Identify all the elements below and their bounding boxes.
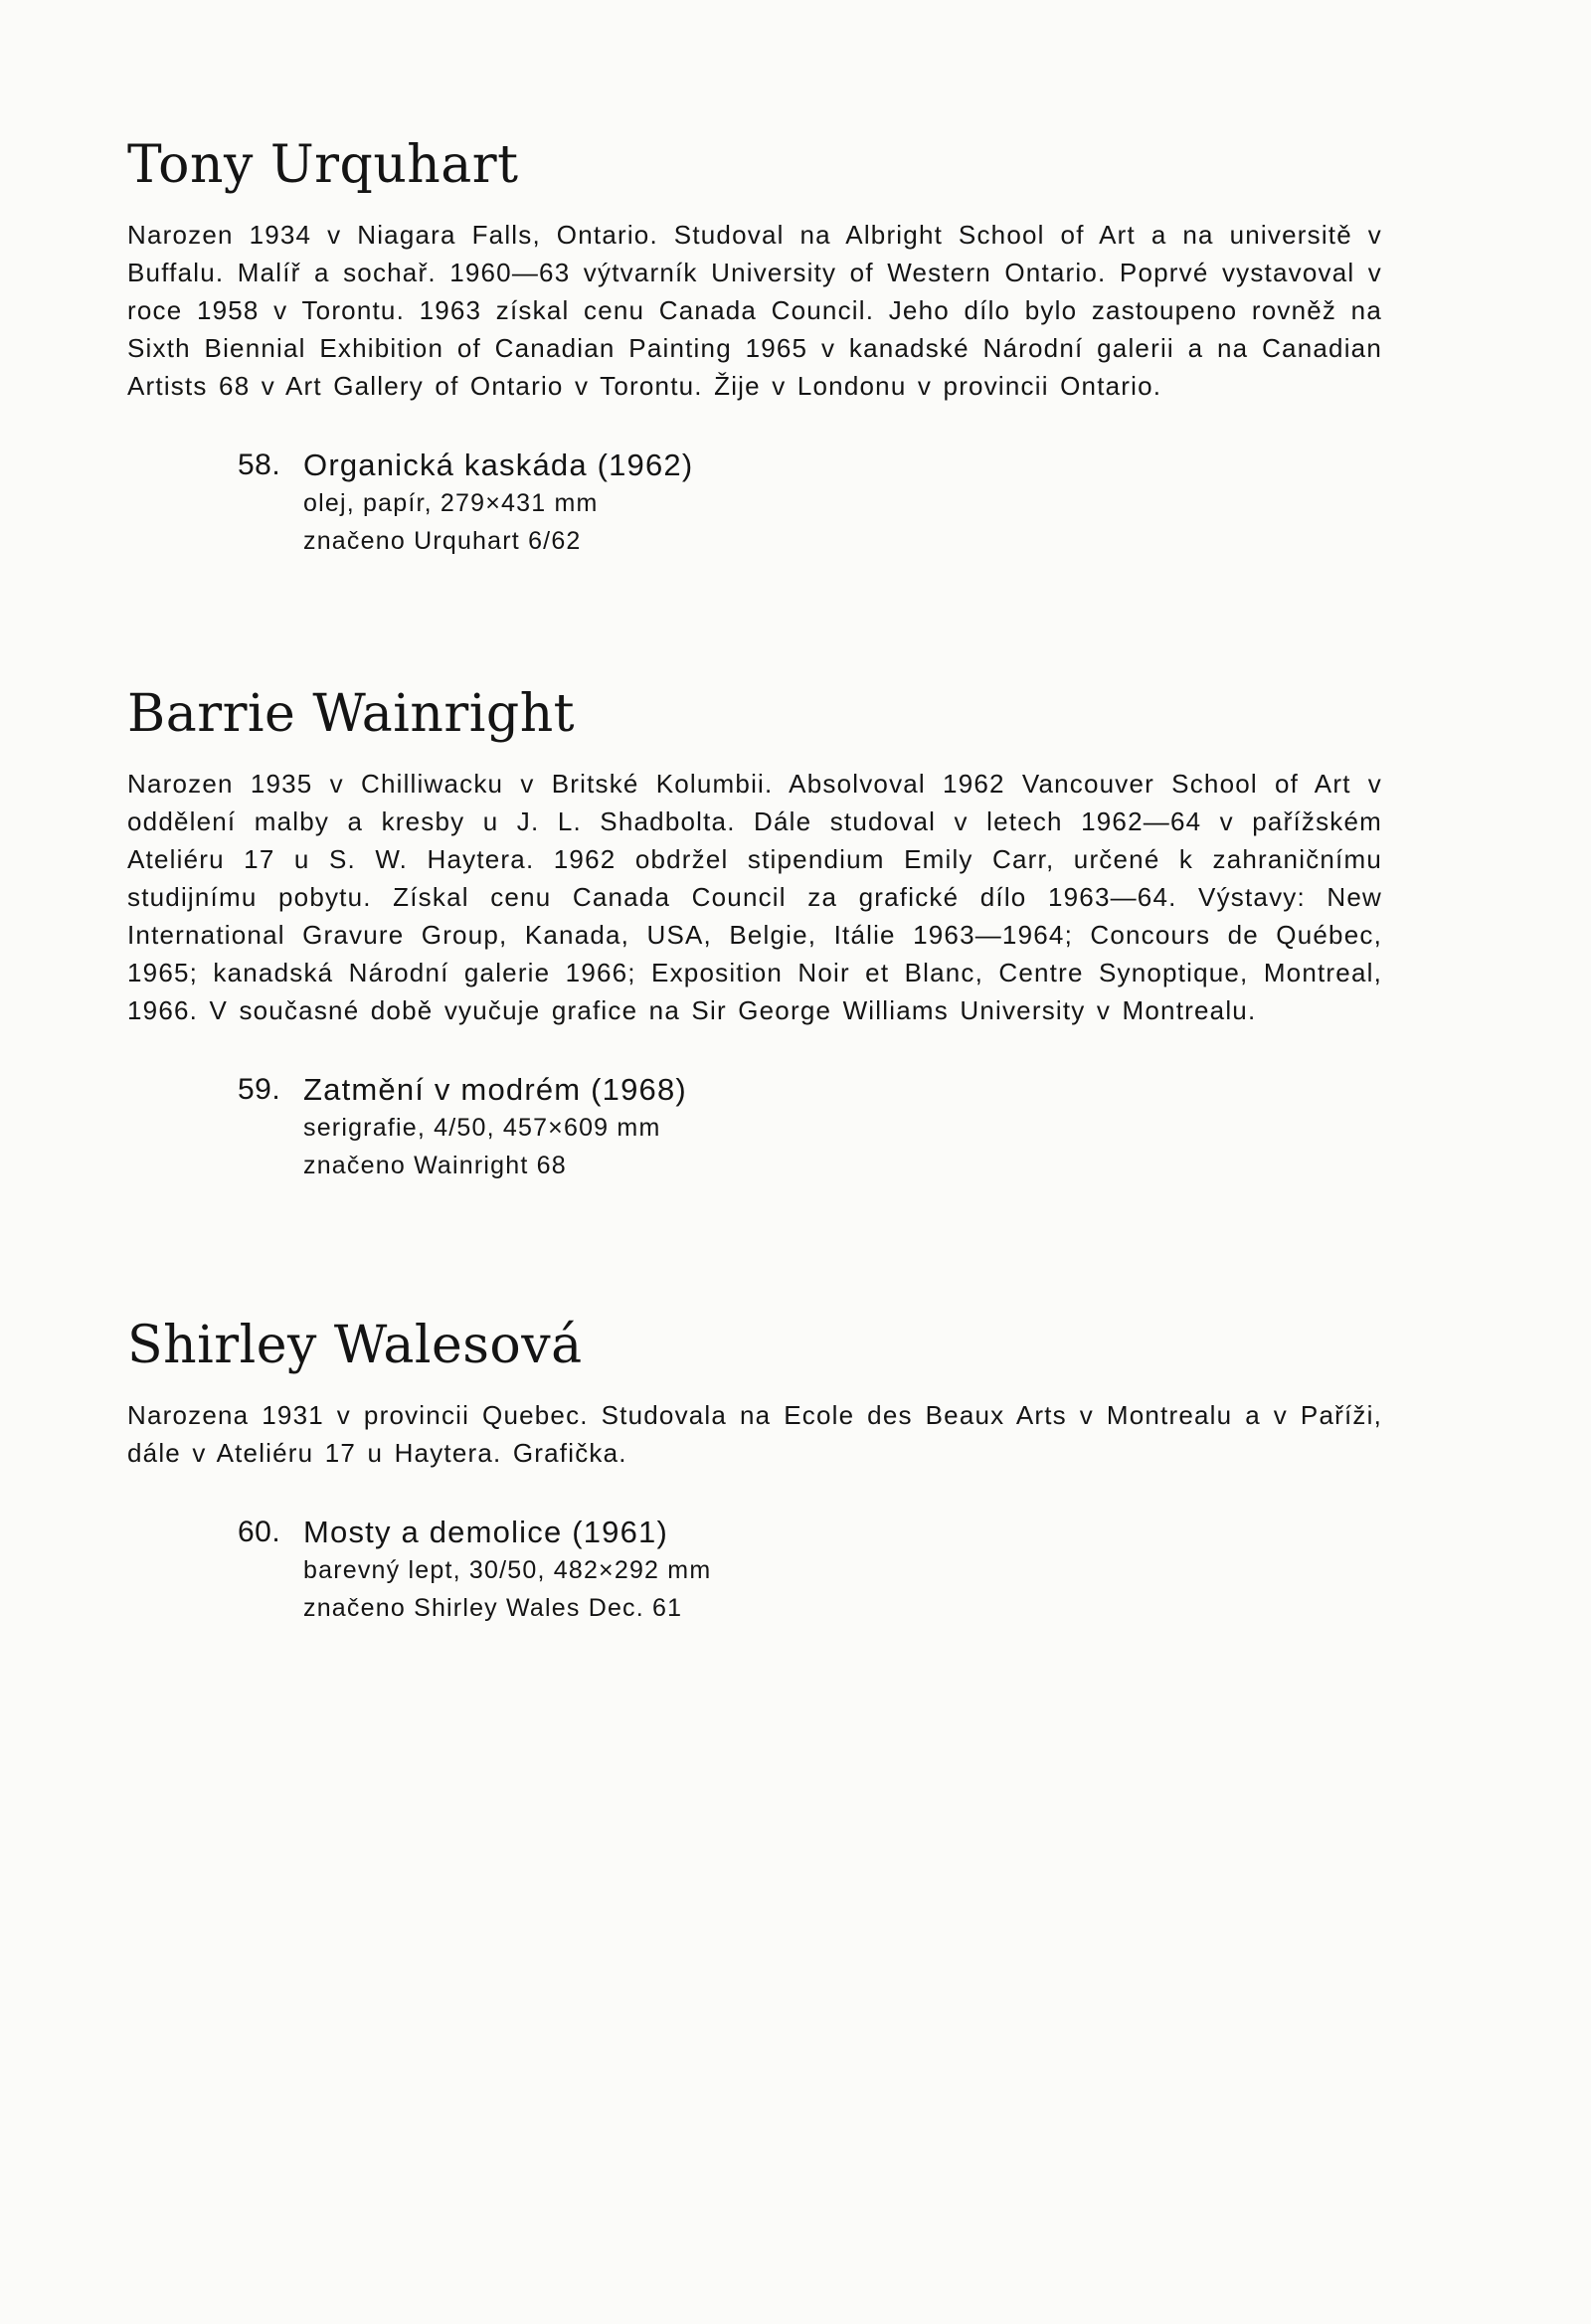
artwork-signature: značeno Shirley Wales Dec. 61 xyxy=(303,1594,683,1623)
artist-name: Barrie Wainright xyxy=(127,684,576,744)
artwork-number: 60. xyxy=(238,1516,281,1549)
artwork-number: 59. xyxy=(238,1073,281,1107)
artwork-medium: olej, papír, 279×431 mm xyxy=(303,489,599,518)
artist-section-walesova xyxy=(127,1318,1382,1627)
artist-section-wainright xyxy=(127,686,1382,1184)
artist-bio: Narozen 1935 v Chilliwacku v Britské Kolumbii. Absolvoval 1962 Vancouver School of Art v oddělení malby a kresby u J. L. Shadbolta. Dále studoval v letech 1962—64 v pařížském Ateliéru 17 u S. W. Haytera. 1962 obdržel stipendium Emily Carr, určené k zahraničnímu studijnímu pobytu. Získal cenu Canada Council za grafické dílo 1963—64. Výstavy: New International Gravure Group, Kanada, USA, Belgie, Itálie 1963—1964; Concours de Québec, 1965; kanadská Národní galerie 1966; Exposition Noir et Blanc, Centre Synoptique, Montreal, 1966. V současné době vyučuje grafice na Sir George Williams University v Montrealu. xyxy=(127,769,1382,1026)
artwork-entry xyxy=(238,1514,1382,1627)
artwork-title: Organická kaskáda (1962) xyxy=(303,447,694,483)
artist-section-urquhart xyxy=(127,137,1382,560)
artwork-medium: barevný lept, 30/50, 482×292 mm xyxy=(303,1556,712,1585)
artwork-signature: značeno Wainright 68 xyxy=(303,1152,567,1180)
artwork-entry xyxy=(238,1071,1382,1184)
artist-name: Shirley Walesová xyxy=(127,1316,583,1375)
artist-name: Tony Urquhart xyxy=(127,135,519,195)
artwork-number: 58. xyxy=(238,448,281,482)
artwork-title: Zatmění v modrém (1968) xyxy=(303,1072,687,1108)
artwork-entry xyxy=(238,447,1382,560)
artist-bio: Narozen 1934 v Niagara Falls, Ontario. Studoval na Albright School of Art a na universitě v Buffalu. Malíř a sochař. 1960—63 výtvarník University of Western Ontario. Poprvé vystavoval v roce 1958 v Torontu. 1963 získal cenu Canada Council. Jeho dílo bylo zastoupeno rovněž na Sixth Biennial Exhibition of Canadian Painting 1965 v kanadské Národní galerii a na Canadian Artists 68 v Art Gallery of Ontario v Torontu. Žije v Londonu v provincii Ontario. xyxy=(127,220,1382,402)
artist-bio: Narozena 1931 v provincii Quebec. Studovala na Ecole des Beaux Arts v Montrealu a v Paříži, dále v Ateliéru 17 u Haytera. Grafička. xyxy=(127,1400,1382,1469)
artwork-title: Mosty a demolice (1961) xyxy=(303,1515,669,1550)
artwork-medium: serigrafie, 4/50, 457×609 mm xyxy=(303,1114,661,1143)
artwork-signature: značeno Urquhart 6/62 xyxy=(303,527,582,556)
